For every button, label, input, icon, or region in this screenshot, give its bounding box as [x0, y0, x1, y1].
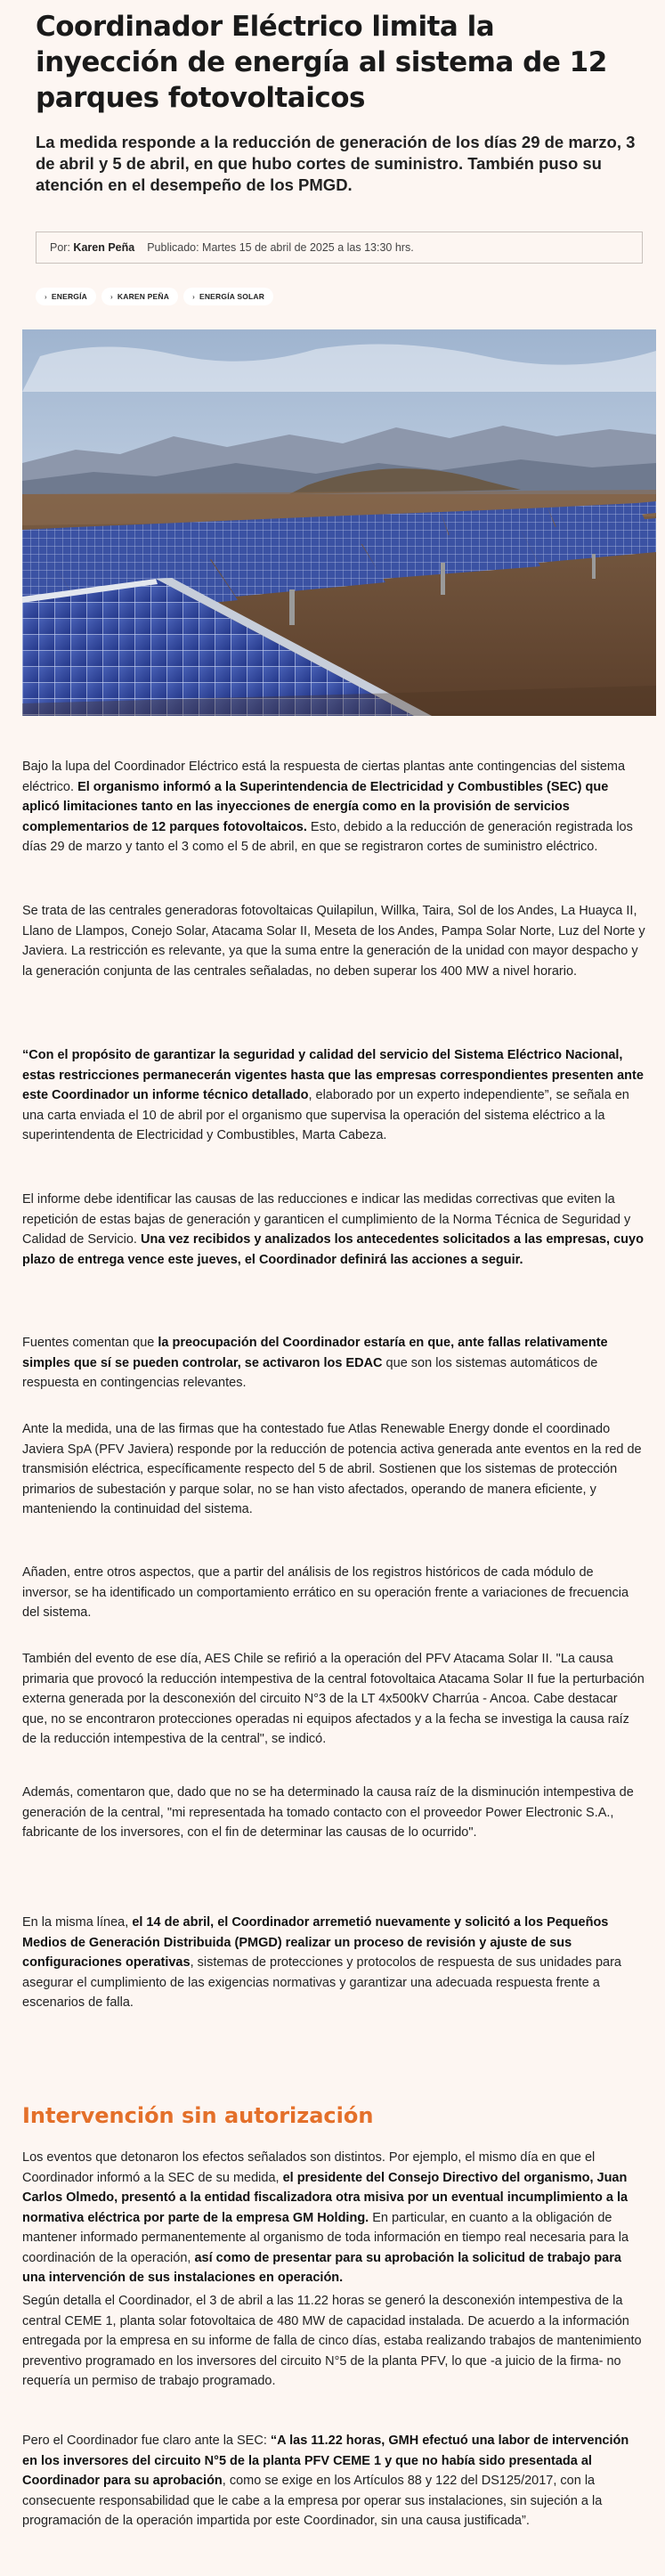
tag-energia[interactable] [36, 288, 96, 305]
byline-by-label: Por: [50, 241, 70, 254]
paragraph-11-bold: el presidente del Consejo Directivo del organismo, Juan Carlos Olmedo, presentó a la entidad fiscalizadora otra misiva por un eventual incumplimiento a la normativa eléctrica por parte de la empresa GM Holding. [22, 2170, 629, 2225]
paragraph-5-text: Fuentes comentan que [22, 1336, 158, 1350]
paragraph-11-bold-end: así como de presentar para su aprobación la solicitud de trabajo para una intervención de sus instalaciones en operación. [22, 2250, 621, 2285]
tag-label: ENERGÍA [51, 292, 88, 301]
paragraph-1-text: Bajo la lupa del Coordinador Eléctrico está la respuesta de ciertas plantas ante contingencias del sistema eléctrico. [22, 760, 626, 794]
paragraph-13-text: Pero el Coordinador fue claro ante la SEC: [22, 2434, 271, 2448]
paragraph-11-text-mid: En particular, en cuanto a la obligación de mantener informado permanentemente al organismo de toda información en tiempo real necesaria para la coordinación de la operación, [22, 2210, 629, 2265]
tag-list [36, 288, 273, 305]
paragraph-9: Además, comentaron que, dado que no se ha determinado la causa raíz de la disminución intempestiva de generación de la central, "mi representada ha tomado contacto con el proveedor Power Electronic S.A., fabricante de los inversores, con el fin de determinar las causas de lo ocurrido". [22, 1785, 634, 1840]
article-subtitle: La medida responde a la reducción de generación de los días 29 de marzo, 3 de abril y 5 de abril, en que hubo cortes de suministro. También puso su atención en el desempeño de los PMGD. [36, 133, 636, 194]
paragraph-10-text-end: , sistemas de protecciones y protocolos de respuesta de sus unidades para asegurar el cumplimiento de las exigencias normativas y garantizar una adecuada respuesta frente a escenarios de falla. [22, 1955, 621, 2010]
article-title: Coordinador Eléctrico limita la inyección de energía al sistema de 12 parques fotovoltaicos [36, 11, 607, 114]
paragraph-1-text-end: Esto, debido a la reducción de generación registrada los días 29 de marzo y tanto el 3 como el 5 de abril, en que se registraron cortes de suministro eléctrico. [22, 819, 633, 854]
paragraph-13-bold: “A las 11.22 horas, GMH efectuó una labor de intervención en los inversores del circuito N°5 de la planta PFV CEME 1 y que no había sido presentada al Coordinador para su aprobación [22, 2434, 629, 2488]
paragraph-5-bold: la preocupación del Coordinador estaría en que, ante fallas relativamente simples que sí se pueden controlar, se activaron los EDAC [22, 1336, 608, 1370]
chevron-right-icon: › [192, 292, 195, 301]
paragraph-6: Ante la medida, una de las firmas que ha contestado fue Atlas Renewable Energy donde el coordinado Javiera SpA (PFV Javiera) responde por la reducción de potencia activa generada ante eventos en la red de transmisión eléctrica, específicamente respecto del 5 de abril. Sostienen que los sistemas de protección primarios de subestación y parque solar, no se han visto afectados, operando de manera eficiente, y manteniendo la continuidad del sistema. [22, 1422, 642, 1516]
paragraph-13-text-end: , como se exige en los Artículos 88 y 122 del DS125/2017, con la consecuente responsabilidad que le cabe a la empresa por operar sus instalaciones, sin sujeción a la programación de la operación impartida por este Coordinador, sin una causa justificada”. [22, 2474, 603, 2528]
paragraph-12: Según detalla el Coordinador, el 3 de abril a las 11.22 horas se generó la desconexión intempestiva de la central CEME 1, planta solar fotovoltaica de 480 MW de capacidad instalada. De acuerdo a la información entregada por la empresa en su informe de falla de cinco días, estaba realizando trabajos de mantenimiento preventivo programado en los inversores del circuito N°5 de la planta PFV, lo que -a juicio de la firma- no requería un permiso de trabajo programado. [22, 2294, 642, 2388]
paragraph-4-text: El informe debe identificar las causas de las reducciones e indicar las medidas correctivas que eviten la repetición de estas bajas de generación y garanticen el cumplimiento de la Norma Técnica de Seguridad y Calidad de Servicio. [22, 1192, 631, 1247]
section-heading: Intervención sin autorización [22, 2103, 374, 2128]
paragraph-5 [22, 1333, 645, 1394]
paragraph-1 [22, 757, 645, 857]
paragraph-10-bold: el 14 de abril, el Coordinador arremetió nuevamente y solicitó a los Pequeños Medios de Generación Distribuida (PMGD) realizar un proceso de revisión y ajuste de sus configuraciones operativas [22, 1915, 609, 1970]
tag-label: KAREN PEÑA [117, 292, 170, 301]
paragraph-4 [22, 1190, 645, 1270]
hero-image-solar-park [22, 329, 656, 716]
author-name[interactable]: Karen Peña [73, 241, 135, 254]
paragraph-3 [22, 1045, 645, 1146]
paragraph-11 [22, 2148, 645, 2288]
paragraph-7: Añaden, entre otros aspectos, que a partir del análisis de los registros históricos de cada módulo de inversor, se ha identificado un comportamiento errático en su operación frente a variaciones de frecuencia del sistema. [22, 1565, 629, 1620]
paragraph-4-bold: Una vez recibidos y analizados los antecedentes solicitados a las empresas, cuyo plazo de entrega vence este jueves, el Coordinador definirá las acciones a seguir. [22, 1232, 644, 1267]
paragraph-11-text: Los eventos que detonaron los efectos señalados son distintos. Por ejemplo, el mismo día en que el Coordinador informó a la SEC de su medida, [22, 2150, 596, 2185]
paragraph-10-text: En la misma línea, [22, 1915, 133, 1930]
byline-box [36, 232, 643, 264]
tag-label: ENERGÍA SOLAR [199, 292, 265, 301]
paragraph-8: También del evento de ese día, AES Chile se refirió a la operación del PFV Atacama Solar II. "La causa primaria que provocó la reducción intempestiva de la central fotovoltaica Atacama Solar II fue la perturbación externa generada por la desconexión del circuito N°3 de la LT 4x500kV Charrúa - Ancoa. Cabe destacar que, no se encontraron protecciones operadas ni equipos afectados y a la fecha se investiga la causa raíz de la reducción intempestiva de la central", se indicó. [22, 1652, 645, 1746]
publish-date: Publicado: Martes 15 de abril de 2025 a las 13:30 hrs. [147, 241, 414, 254]
tag-karen-pena[interactable] [101, 288, 178, 305]
paragraph-5-text-end: que son los sistemas automáticos de respuesta en contingencias relevantes. [22, 1355, 598, 1390]
tag-energia-solar[interactable] [183, 288, 273, 305]
paragraph-1-bold: El organismo informó a la Superintendencia de Electricidad y Combustibles (SEC) que aplicó limitaciones tanto en las inyecciones de energía como en la provisión de servicios complementarios de 12 parques fotovoltaicos. [22, 779, 609, 834]
paragraph-3-bold: “Con el propósito de garantizar la seguridad y calidad del servicio del Sistema Eléctrico Nacional, estas restricciones permanecerán vigentes hasta que las empresas correspondientes presenten ante este Coordinador un informe técnico detallado [22, 1048, 644, 1102]
paragraph-10 [22, 1913, 645, 2013]
paragraph-3-text: , elaborado por un experto independiente”, se señala en una carta enviada el 10 de abril por el organismo que supervisa la operación del sistema eléctrico a la superintendenta de Electricidad y Combustibles, Marta Cabeza. [22, 1088, 629, 1142]
chevron-right-icon: › [110, 292, 113, 301]
paragraph-13 [22, 2431, 645, 2531]
paragraph-2: Se trata de las centrales generadoras fotovoltaicas Quilapilun, Willka, Taira, Sol de los Andes, La Huayca II, Llano de Llampos, Conejo Solar, Atacama Solar II, Meseta de los Andes, Pampa Solar Norte, Luz del Norte y Javiera. La restricción es relevante, ya que la suma entre la generación de la unidad con mayor despacho y la generación conjunta de las centrales señaladas, no deben superar los 400 MW a nivel horario. [22, 904, 645, 979]
chevron-right-icon: › [45, 292, 47, 301]
